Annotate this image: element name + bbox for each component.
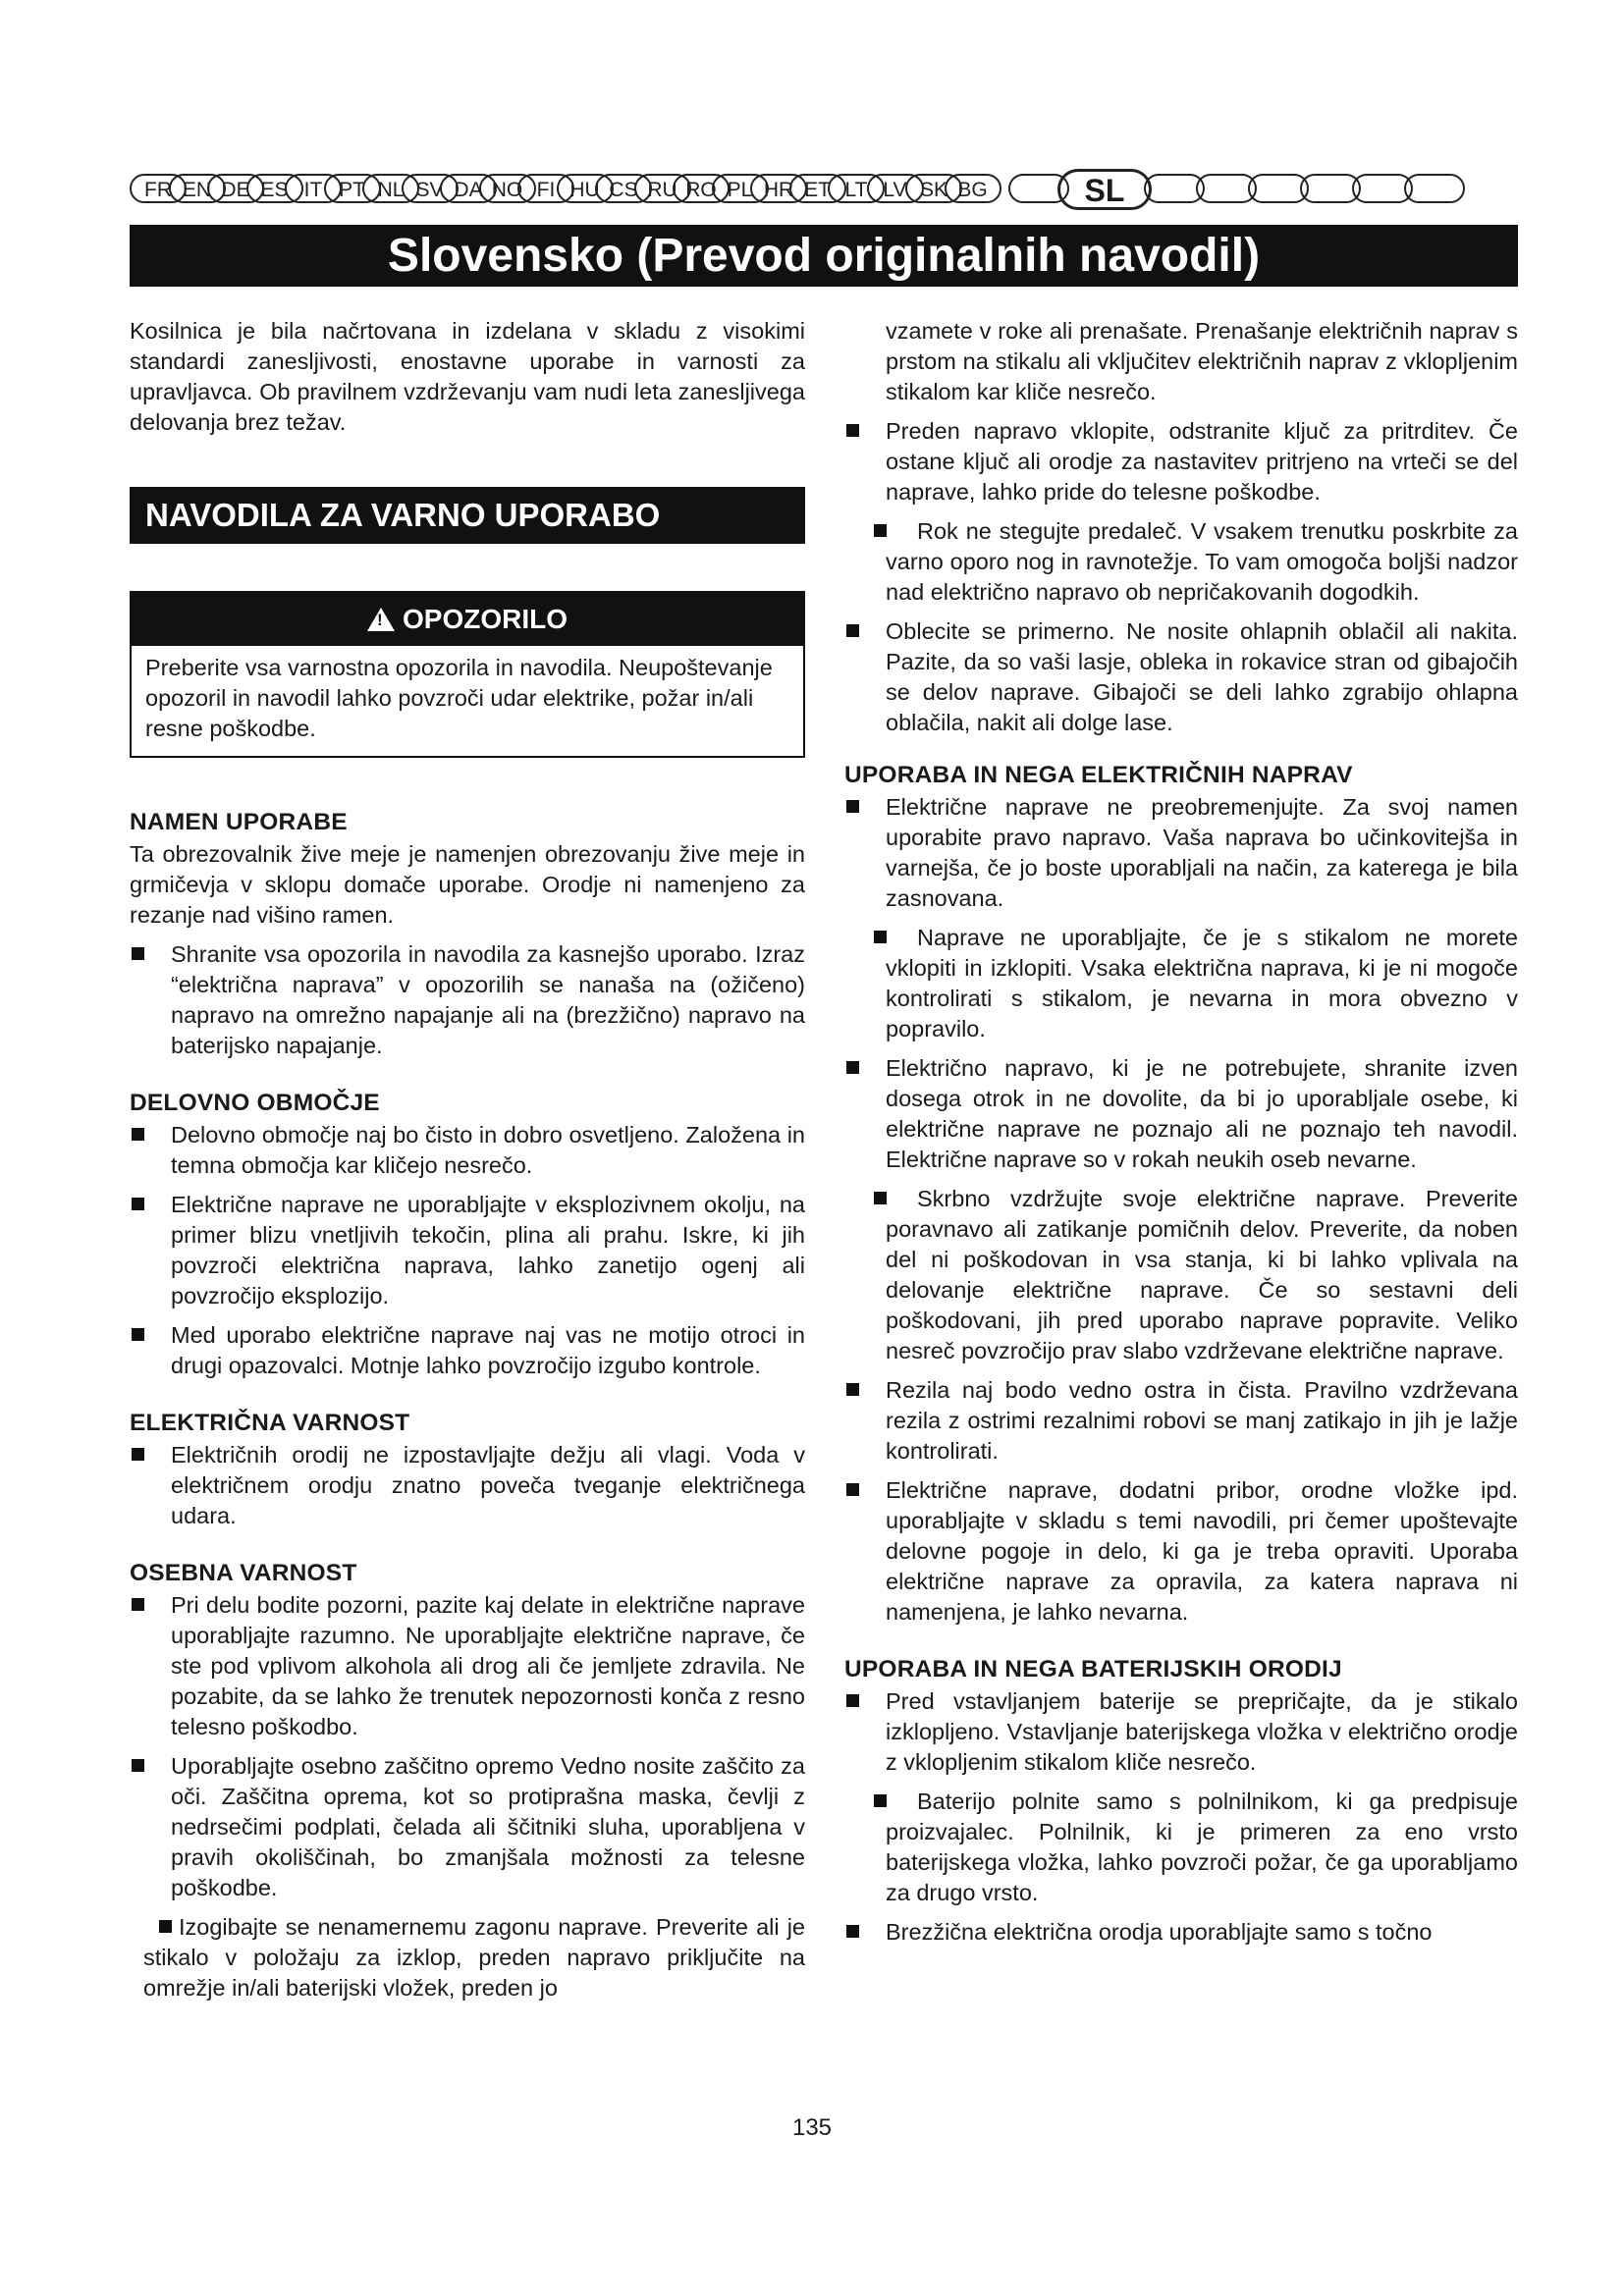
language-selector <box>130 169 1518 210</box>
language-pill-de[interactable]: DE <box>207 174 264 203</box>
page-number: 135 <box>791 2114 833 2141</box>
list-item: Baterijo polnite samo s polnilnikom, ki ga predpisuje proizvajalec. Polnilnik, ki je primeren za eno vrsto baterijskega vložka, lahko povzroči požar, če ga uporabljamo za drugo vrsto. <box>844 1787 1518 1908</box>
warning-triangle-icon <box>367 608 395 631</box>
section-heading: ELEKTRIČNA VARNOST <box>130 1410 410 1436</box>
warning-box <box>130 591 805 758</box>
section-heading: DELOVNO OBMOČJE <box>130 1090 380 1116</box>
section-electrical-safety <box>130 1410 805 1531</box>
section-power-tool-care <box>844 762 1518 1628</box>
list-item: Naprave ne uporabljajte, če je s stikalom ne morete vklopiti in izklopiti. Vsaka električna naprava, ki je ni mogoče kontrolirati s stikalom, je nevarna in mora obvezno v popravilo. <box>844 923 1518 1044</box>
list-item-continuation: vzamete v roke ali prenašate. Prenašanje električnih naprav s prstom na stikalu ali vključitev električnih naprav z vklopljenim stikalom kar kliče nesrečo. <box>886 318 1518 404</box>
language-pill-fr[interactable]: FR <box>130 174 187 203</box>
language-pill-lt[interactable]: LT <box>828 174 885 203</box>
language-pill-da[interactable]: DA <box>440 174 497 203</box>
list-item: Pred vstavljanjem baterije se prepričajte, da je stikalo izklopljeno. Vstavljanje baterijskega vložka v električno orodje z vklopljenim stikalom kliče nesrečo. <box>844 1686 1518 1778</box>
language-pill-ro[interactable]: RO <box>673 174 730 203</box>
section-heading: NAMEN UPORABE <box>130 809 348 835</box>
language-pill-hr[interactable]: HR <box>750 174 807 203</box>
language-pill-sk[interactable]: SK <box>905 174 962 203</box>
list-item: Izogibajte se nenamernemu zagonu naprave. Preverite ali je stikalo v položaju za izklop, preden napravo priključite na omrežje in/ali baterijski vložek, preden jo <box>130 1912 805 2003</box>
left-column <box>130 316 805 2032</box>
list-item: Električne naprave, dodatni pribor, orodne vložke ipd. uporabljajte v skladu s temi navodili, pri čemer upoštevajte delovne pogoje in delo, ki ga je treba opraviti. Uporaba električne naprave za opravila, za katera naprava ni namenjena, je lahko nevarna. <box>844 1475 1518 1628</box>
section-battery-care <box>844 1656 1518 1948</box>
page-title: Slovensko (Prevod originalnih navodil) <box>130 225 1518 287</box>
language-pill-active[interactable]: SL <box>1057 169 1152 210</box>
list-item: Rok ne stegujte predaleč. V vsakem trenutku poskrbite za varno oporo nog in ravnotežje. To vam omogoča boljši nadzor nad električno napravo ob nepričakovanih dogodkih. <box>844 516 1518 608</box>
language-pill-pt[interactable]: PT <box>324 174 381 203</box>
list-item: Rezila naj bodo vedno ostra in čista. Pravilno vzdrževana rezila z ostrimi rezalnimi robovi se manj zatikajo in jih je lažje kontrolirati. <box>844 1375 1518 1467</box>
language-pill-ru[interactable]: RU <box>634 174 691 203</box>
list-item: Električne naprave ne preobremenjujte. Za svoj namen uporabite pravo napravo. Vaša naprava bo učinkovitejša in varnejša, če jo boste uporabljali na način, za katerega je bila zasnovana. <box>844 792 1518 914</box>
language-pill-fi[interactable]: FI <box>517 174 574 203</box>
list-item: Med uporabo električne naprave naj vas ne motijo otroci in drugi opazovalci. Motnje lahko povzročijo izgubo kontrole. <box>130 1320 805 1381</box>
list-item: Shranite vsa opozorila in navodila za kasnejšo uporabo. Izraz “električna naprava” v opozorilih se nanaša na (ožičeno) napravo na omrežno napajanje ali na (brezžično) napravo na baterijsko napajanje. <box>130 939 805 1061</box>
list-item: Preden napravo vklopite, odstranite ključ za pritrditev. Če ostane ključ ali orodje za nastavitev pritrjeno na vrteči se del naprave, lahko pride do telesne poškodbe. <box>844 416 1518 507</box>
warning-label: OPOZORILO <box>403 604 568 634</box>
list-item: Uporabljajte osebno zaščitno opremo Vedno nosite zaščito za oči. Zaščitna oprema, kot so protiprašna maska, čevlji z nedrsečimi podplati, čelada ali ščitniki sluha, uporabljena v pravih okoliščinah, bo zmanjšala možnosti za telesne poškodbe. <box>130 1751 805 1903</box>
language-pill-hu[interactable]: HU <box>557 174 614 203</box>
section-heading: OSEBNA VARNOST <box>130 1560 357 1586</box>
language-pill-no[interactable]: NO <box>479 174 536 203</box>
list-item: Delovno območje naj bo čisto in dobro osvetljeno. Založena in temna območja kar kličejo nesrečo. <box>130 1120 805 1181</box>
language-pill-empty <box>1404 174 1465 203</box>
section-paragraph: Ta obrezovalnik žive meje je namenjen obrezovanju žive meje in grmičevja v sklopu domače uporabe. Orodje ni namenjeno za rezanje nad višino ramen. <box>130 841 805 928</box>
language-pill-et[interactable]: ET <box>789 174 846 203</box>
section-personal-safety <box>130 1560 805 2003</box>
language-pill-sv[interactable]: SV <box>402 174 459 203</box>
intro-paragraph: Kosilnica je bila načrtovana in izdelana v skladu z visokimi standardi zanesljivosti, enostavne uporabe in varnosti za upravljavca. Ob pravilnem vzdrževanju vam nudi leta zanesljivega delovanja brez težav. <box>130 318 805 435</box>
list-item: Električnih orodij ne izpostavljajte dežju ali vlagi. Voda v električnem orodju znatno poveča tveganje električnega udara. <box>130 1440 805 1531</box>
language-pill-pl[interactable]: PL <box>712 174 769 203</box>
warning-header <box>132 593 803 646</box>
list-item: Električne naprave ne uporabljajte v eksplozivnem okolju, na primer blizu vnetljivih tekočin, plina ali prahu. Iskre, ki jih povzroči električna naprava, lahko zanetijo ogenj ali povzročijo eksplozijo. <box>130 1190 805 1311</box>
list-item: Oblecite se primerno. Ne nosite ohlapnih oblačil ali nakita. Pazite, da so vaši lasje, obleka in rokavice stran od gibajočih se delov naprave. Gibajoči se deli lahko zgrabijo ohlapna oblačila, nakit ali dolge lase. <box>844 616 1518 738</box>
right-column <box>844 316 1518 1976</box>
language-pill-lv[interactable]: LV <box>867 174 924 203</box>
language-pill-es[interactable]: ES <box>246 174 303 203</box>
section-heading: UPORABA IN NEGA ELEKTRIČNIH NAPRAV <box>844 762 1353 788</box>
language-pill-nl[interactable]: NL <box>362 174 419 203</box>
language-pill-bg[interactable]: BG <box>945 174 1001 203</box>
language-pill-en[interactable]: EN <box>169 174 226 203</box>
section-heading: UPORABA IN NEGA BATERIJSKIH ORODIJ <box>844 1656 1342 1682</box>
language-pill-cs[interactable]: CS <box>595 174 652 203</box>
safety-heading: NAVODILA ZA VARNO UPORABO <box>130 487 805 544</box>
list-item: Skrbno vzdržujte svoje električne naprave. Preverite poravnavo ali zatikanje pomičnih delov. Preverite, da noben del ni poškodovan in vsa stanja, ki bi lahko vplivala na delovanje električne naprave. Če so sestavni deli poškodovani, jih pred uporabo naprave popravite. Veliko nesreč povzročijo prav slabo vzdrževane električne naprave. <box>844 1184 1518 1366</box>
section-work-area <box>130 1090 805 1381</box>
list-item: Brezžična električna orodja uporabljajte samo s točno <box>844 1917 1518 1948</box>
list-item: Pri delu bodite pozorni, pazite kaj delate in električne naprave uporabljajte razumno. Ne uporabljajte električne naprave, če ste pod vplivom alkohola ali drog ali če jemljete zdravila. Ne pozabite, da se lahko že trenutek nepozornosti konča z resno telesno poškodbo. <box>130 1590 805 1742</box>
list-item: Električno napravo, ki je ne potrebujete, shranite izven dosega otrok in ne dovolite, da bi jo uporabljale osebe, ki električne naprave ne poznajo ali ne poznajo teh navodil. Električne naprave so v rokah neukih oseb nevarne. <box>844 1053 1518 1175</box>
language-pill-it[interactable]: IT <box>285 174 342 203</box>
section-intended-use <box>130 809 805 1061</box>
warning-text: Preberite vsa varnostna opozorila in navodila. Neupoštevanje opozoril in navodil lahko povzroči udar elektrike, požar in/ali resne poškodbe. <box>145 655 773 741</box>
